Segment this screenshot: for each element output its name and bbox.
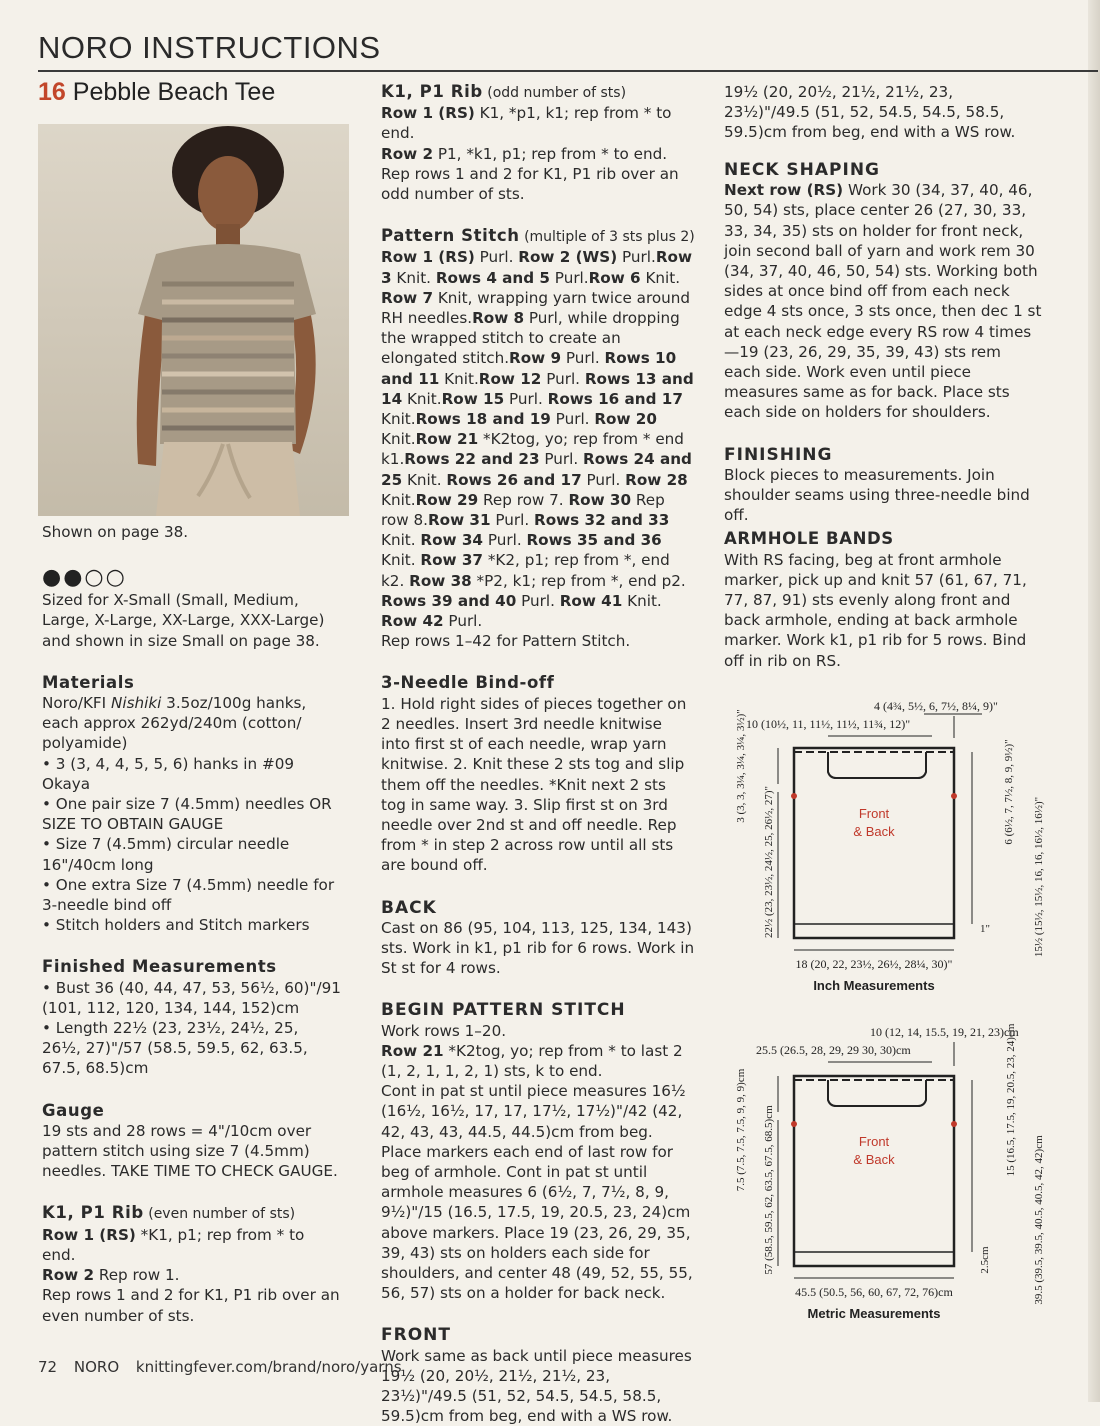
sizing-text: Sized for X-Small (Small, Medium, Large, X-Large, XX-Large, XXX-Large) and shown in size Small on page 38. [42, 591, 325, 650]
neck-lead: Next row (RS) [724, 181, 844, 200]
row-label: Row 21 [381, 1041, 444, 1060]
row-label: Rows 18 and 19 [415, 410, 551, 429]
materials-item: • One extra Size 7 (4.5mm) needle for 3-needle bind off [42, 875, 335, 915]
materials-item: • Stitch holders and Stitch markers [42, 916, 310, 935]
rib-odd-row1 [381, 103, 695, 143]
row-label: Row 2 (WS) [518, 248, 618, 267]
gauge-heading: Gauge [42, 1100, 105, 1120]
row-text: Knit. [381, 490, 416, 509]
column-3-sections [724, 160, 1042, 671]
materials-item: • 3 (3, 4, 4, 5, 5, 6) hanks in #09 Okaya [42, 754, 295, 793]
row-text: Purl. [474, 248, 519, 267]
inch-shoulder-label: 4 (4¾, 5½, 6, 7½, 8¼, 9)" [874, 699, 998, 713]
row-text: K1, *p1, k1; rep from * to end. [381, 104, 672, 143]
metric-schematic [724, 1020, 1054, 1330]
rib-even-title: K1, P1 Rib [42, 1203, 144, 1223]
finished-item: • Bust 36 (40, 44, 47, 53, 56½, 60)"/91 (101, 112, 120, 134, 144, 152)cm [42, 978, 341, 1017]
row-label: Rows 35 and 36 [526, 531, 662, 550]
piece-label: & Back [853, 824, 895, 839]
pattern-stitch-note: (multiple of 3 sts plus 2) [519, 229, 695, 246]
row-text: Knit. [439, 369, 479, 388]
row-text: *P2, k1; rep from *, end p2. [471, 571, 686, 590]
row-label: Row 29 [415, 490, 479, 509]
rib-even-rep: Rep rows 1 and 2 for K1, P1 rib over an even number of sts. [42, 1286, 340, 1325]
materials-heading: Materials [42, 672, 135, 692]
inch-length-label: 22½ (23, 23½, 24½, 25, 26½, 27)" [763, 785, 775, 939]
page-number: 72 [38, 1358, 58, 1376]
row-text: Purl. [541, 369, 585, 388]
row-text: Purl, while dropping the wrapped stitch to create an elongated stitch. [381, 309, 680, 368]
row-label: Row 6 [588, 268, 641, 287]
footer-url[interactable]: knittingfever.com/brand/noro/yarns [135, 1358, 402, 1376]
row-label: Rows 24 and 25 [381, 450, 692, 489]
finishing-text: Block pieces to measurements. Join shoulder seams using three-needle bind off. [724, 465, 1030, 525]
row-label: Rows 16 and 17 [547, 389, 683, 408]
row-text: Purl. [550, 410, 595, 429]
header-rule [38, 70, 1098, 72]
front-neck [828, 1080, 926, 1106]
row-label: Row 21 [415, 430, 479, 449]
rib-even-heading [42, 1203, 342, 1224]
page-edge [1088, 0, 1100, 1402]
armhole-marker [951, 1121, 957, 1127]
row-text: Purl. [561, 349, 605, 368]
row-label: Row 1 (RS) [381, 248, 475, 267]
yarn-desc: 3.5oz/100g hanks, each approx 262yd/240m (cotton/ polyamide) [42, 694, 307, 753]
back-heading: BACK [381, 897, 437, 918]
page-header: NORO INSTRUCTIONS [38, 30, 381, 65]
row-text: Knit. [391, 268, 436, 287]
metric-neck-depth-label: 7.5 (7.5, 7.5, 7.5, 9, 9, 9)cm [735, 1068, 747, 1192]
bindoff-heading: 3-Needle Bind-off [381, 673, 555, 693]
inch-side-label: 15½ (15½, 15½, 16, 16, 16½, 16½)" [1033, 796, 1045, 958]
front-heading: FRONT [381, 1325, 451, 1346]
inch-caption: Inch Measurements [813, 978, 935, 993]
row-text: Purl. [504, 389, 548, 408]
rib-odd-note: (odd number of sts) [482, 85, 627, 101]
column-1 [42, 522, 342, 1326]
row-label: Rows 26 and 17 [446, 470, 582, 489]
armhole-heading: ARMHOLE BANDS [724, 529, 894, 549]
row-label: Row 7 [381, 288, 434, 307]
row-text: Knit. [622, 591, 662, 610]
metric-neck-width-label: 25.5 (26.5, 28, 29, 29 30, 30)cm [756, 1043, 911, 1057]
begin-pattern-text: Cont in pat st until piece measures 16½ (16½, 16½, 17, 17, 17½, 17½)"/42 (42, 42, 43, 43, 44.5, 44.5)cm from beg. Place markers each end of last row for beg of armhole. Cont in pat st until armhole measures 6 (6½, 7, 7½, 8, 9, 9½)"/15 (16.5, 17.5, 19, 20.5, 23, 24)cm above markers. Place 19 (23, 26, 29, 35, 39, 43) sts on holders each side for shoulders, and center 48 (49, 52, 55, 55, 56, 57) sts on a holder for back neck. [381, 1082, 693, 1303]
row-text: *K2tog, yo; rep from * end k1. [381, 430, 684, 469]
rib-odd-row2 [381, 144, 695, 164]
row-text: Knit. [381, 430, 416, 449]
row-text: Rep row 7. [478, 490, 569, 509]
inch-schematic [724, 692, 1054, 1002]
row-label: Rows 39 and 40 [381, 591, 517, 610]
pattern-title [38, 78, 275, 107]
inch-neck-width-label: 10 (10½, 11, 11½, 11½, 11¾, 12)" [746, 717, 911, 731]
row-text: Purl. [539, 450, 584, 469]
metric-rib-label: 2.5cm [979, 1246, 991, 1274]
row-text: P1, *k1, p1; rep from * to end. [433, 144, 668, 163]
neck-text [724, 180, 1042, 422]
row-label: Row 9 [509, 349, 562, 368]
materials-item: • Size 7 (4.5mm) circular needle 16"/40cm long [42, 835, 290, 874]
armhole-marker [791, 1121, 797, 1127]
row-label: Row 8 [472, 309, 525, 328]
gauge-text: 19 sts and 28 rows = 4"/10cm over pattern stitch using size 7 (4.5mm) needles. TAKE TIME TO CHECK GAUGE. [42, 1121, 338, 1181]
row-label: Row 1 (RS) [42, 1225, 136, 1244]
skill-level-icon: ●●○○ [42, 565, 127, 591]
row-text: Knit, wrapping yarn twice around RH needles. [381, 288, 691, 328]
row-label: Rows 32 and 33 [534, 511, 670, 530]
front-continued: 19½ (20, 20½, 21½, 21½, 23, 23½)"/49.5 (51, 52, 54.5, 54.5, 58.5, 59.5)cm from beg, end with a WS row. [724, 83, 1016, 142]
row-label: Row 28 [625, 470, 688, 489]
inch-width-label: 18 (20, 22, 23½, 26½, 28¼, 30)" [795, 957, 953, 971]
row-label: Row 37 [420, 551, 484, 570]
materials-yarn [42, 693, 342, 754]
armhole-marker [951, 793, 957, 799]
row-text: Purl. [443, 612, 483, 631]
materials-item: • One pair size 7 (4.5mm) needles OR SIZE TO OBTAIN GAUGE [42, 795, 332, 834]
row-text: Rep row 1. [94, 1266, 180, 1285]
row-text: *K2tog, yo; rep from * to last 2 (1, 2, 1, 1, 2, 1) sts, k to end. [381, 1041, 683, 1080]
row-label: Row 20 [594, 410, 657, 429]
yarn-brand: Noro/KFI [42, 694, 111, 713]
begin-pattern-intro: Work rows 1–20. [381, 1021, 507, 1040]
spacer [724, 423, 1042, 445]
pattern-stitch-rep: Rep rows 1–42 for Pattern Stitch. [381, 632, 631, 651]
column-3 [724, 82, 1042, 143]
neck-body: Work 30 (34, 37, 40, 46, 50, 54) sts, place center 26 (27, 30, 33, 33, 34, 35) sts on holder for front neck, join second ball of yarn and work rem 30 (34, 37, 40, 46, 50, 54) sts. Working both sides at once bind off from each neck edge 4 sts once, 3 sts once, then dec 1 st at each neck edge every RS row 4 times—19 (23, 26, 29, 35, 39, 43) sts rem each side. Work even until piece measures same as for back. Place sts each side on holders for shoulders. [724, 181, 1042, 422]
row-text: Knit. [381, 551, 421, 570]
finished-heading: Finished Measurements [42, 957, 277, 977]
metric-shoulder-label: 10 (12, 14, 15.5, 19, 21, 23)cm [870, 1025, 1019, 1039]
rib-even-row1 [42, 1225, 342, 1265]
begin-pattern-heading: BEGIN PATTERN STITCH [381, 1000, 626, 1021]
armhole-text: With RS facing, beg at front armhole marker, pick up and knit 57 (61, 67, 71, 77, 87, 91) sts evenly along front and back armhole, ending at back armhole marker. Work k1, p1 rib for 5 rows. Bind off in rib on RS. [724, 550, 1027, 670]
photo-caption: Shown on page 38. [42, 523, 189, 541]
bindoff-text: 1. Hold right sides of pieces together on 2 needles. Insert 3rd needle knitwise into first st of each needle, wrap yarn knitwise. 2. Knit these 2 sts tog and slip them off the needles. *Knit next 2 sts tog in same way. 3. Slip first st on 3rd needle over 2nd st and off needle. Rep from * in step 2 across row until all sts are bound off. [381, 694, 687, 875]
piece-label: & Back [853, 1152, 895, 1167]
metric-width-label: 45.5 (50.5, 56, 60, 67, 72, 76)cm [795, 1285, 953, 1299]
row-label: Row 31 [427, 511, 491, 530]
row-label: Rows 22 and 23 [404, 450, 540, 469]
row-text: Purl. [516, 591, 560, 610]
row-label: Rows 10 and 11 [381, 349, 677, 388]
row-text: Purl. [581, 470, 626, 489]
metric-side-label: 39.5 (39.5, 39.5, 40.5, 40.5, 42, 42)cm [1033, 1135, 1045, 1305]
row-text: Purl. [490, 511, 535, 530]
row-text: Rep row 8. [381, 490, 665, 530]
row-text: Knit. [381, 531, 421, 550]
back-text: Cast on 86 (95, 104, 113, 125, 134, 143) sts. Work in k1, p1 rib for 6 rows. Work in St st for 4 rows. [381, 918, 695, 978]
yarn-name: Nishiki [110, 694, 162, 713]
model-photo [38, 124, 349, 516]
row-label: Row 1 (RS) [381, 104, 475, 123]
inch-neck-depth-label: 3 (3, 3, 3¼, 3¼, 3¼, 3½)" [735, 709, 747, 823]
rib-odd-heading [381, 82, 695, 103]
piece-label: Front [858, 1134, 890, 1149]
rib-odd-title: K1, P1 Rib [381, 82, 483, 101]
row-label: Row 15 [441, 389, 505, 408]
armhole-marker [791, 793, 797, 799]
row-label: Row 12 [478, 369, 542, 388]
row-text: Knit. [381, 410, 416, 429]
row-label: Row 3 [381, 248, 692, 287]
model-illustration [38, 124, 349, 516]
pattern-number: 16 [38, 78, 66, 106]
pattern-name: Pebble Beach Tee [72, 78, 276, 106]
row-label: Rows 13 and 14 [381, 369, 694, 408]
row-label: Row 42 [381, 612, 444, 631]
row-text: Knit. [402, 389, 442, 408]
metric-armhole-label: 15 (16.5, 17.5, 19, 20.5, 23, 24)cm [1005, 1023, 1017, 1177]
finishing-heading: FINISHING [724, 444, 833, 465]
row-label: Row 30 [568, 490, 632, 509]
pattern-stitch-heading [381, 226, 695, 247]
row-text: Knit. [402, 470, 447, 489]
row-label: Row 38 [409, 571, 472, 590]
row-label: Rows 4 and 5 [435, 268, 550, 287]
metric-caption: Metric Measurements [807, 1306, 941, 1321]
inch-armhole-label: 6 (6½, 7, 7½, 8, 9, 9½)" [1003, 739, 1015, 845]
garment-outline [794, 1076, 954, 1266]
front-text: Work same as back until piece measures 19½ (20, 20½, 21½, 21½, 23, 23½)"/49.5 (51, 52, 54.5, 54.5, 58.5, 59.5)cm from beg, end with a WS row. [381, 1346, 692, 1426]
begin-pattern-row21 [381, 1041, 695, 1081]
rib-odd-rep: Rep rows 1 and 2 for K1, P1 rib over an odd number of sts. [381, 164, 679, 204]
rib-even-note: (even number of sts) [143, 1206, 296, 1223]
pattern-stitch-title: Pattern Stitch [381, 226, 520, 246]
neck-heading: NECK SHAPING [724, 160, 881, 180]
rib-even-row2 [42, 1265, 342, 1285]
row-label: Row 41 [559, 591, 623, 610]
row-label: Row 2 [381, 144, 434, 163]
page-footer [38, 1358, 402, 1376]
piece-label: Front [858, 806, 890, 821]
column-2 [381, 82, 695, 1426]
row-text: *K1, p1; rep from * to end. [42, 1225, 305, 1264]
row-text: *K2, p1; rep from *, end k2. [381, 551, 670, 590]
footer-brand: NORO [73, 1358, 120, 1376]
metric-length-label: 57 (58.5, 59.5, 62, 63.5, 67.5, 68.5)cm [763, 1105, 775, 1275]
row-text: Knit. [640, 268, 681, 287]
row-label: Row 34 [420, 531, 484, 550]
garment-outline [794, 748, 954, 938]
pattern-stitch-rows [381, 247, 695, 631]
front-neck [828, 752, 926, 778]
row-label: Row 2 [42, 1266, 95, 1285]
row-text: Purl. [617, 248, 656, 267]
inch-rib-label: 1" [980, 923, 990, 935]
finished-item: • Length 22½ (23, 23½, 24½, 25, 26½, 27)"/57 (58.5, 59.5, 62, 63.5, 67.5, 68.5)cm [42, 1019, 308, 1078]
row-text: Purl. [549, 268, 589, 287]
row-text: Purl. [483, 531, 527, 550]
